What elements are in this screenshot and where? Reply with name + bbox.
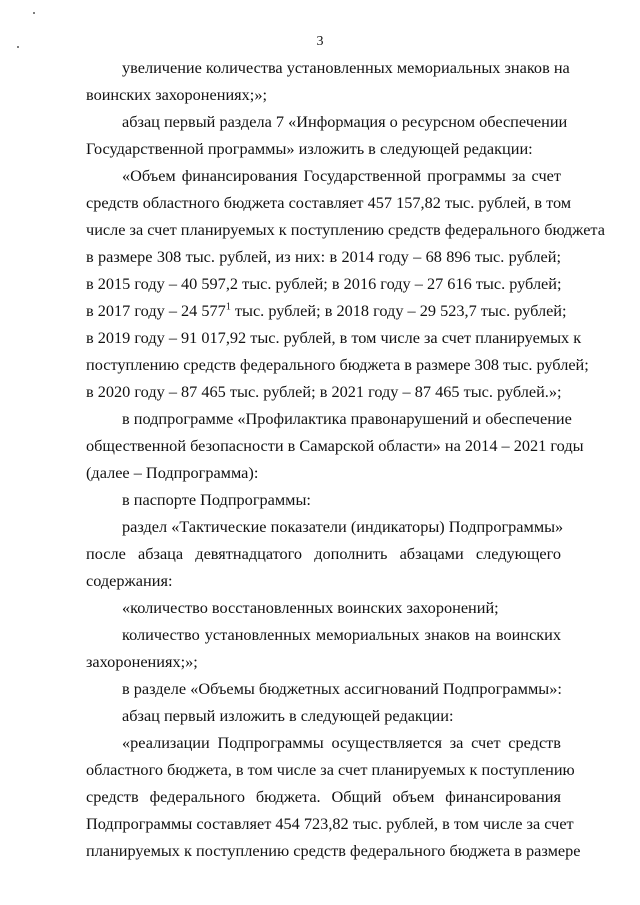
text-line: «реализации Подпрограммы осуществляется за счет средств [122,733,561,752]
text-line: воинских захоронениях;»; [86,85,267,104]
text-line: в разделе «Объемы бюджетных ассигнований Подпрограммы»: [122,679,562,698]
text-line: увеличение количества установленных мемориальных знаков на [122,58,570,77]
text-line: в 2019 году – 91 017,92 тыс. рублей, в том числе за счет планируемых к [86,328,582,347]
text-line: средств федерального бюджета. Общий объем финансирования [86,787,561,806]
text-line: числе за счет планируемых к поступлению средств федерального бюджета [86,220,605,239]
text-line: «количество восстановленных воинских захоронений; [122,598,499,617]
text-fragment: в 2017 году – 24 577 [86,301,226,320]
text-line: средств областного бюджета составляет 457 157,82 тыс. рублей, в том [86,193,572,212]
page-number: 3 [316,34,324,49]
text-line: количество установленных мемориальных знаков на воинских [122,625,561,644]
footnote-marker: 1 [225,301,231,313]
text-line: содержания: [86,571,173,590]
text-line: в 2015 году – 40 597,2 тыс. рублей; в 2016 году – 27 616 тыс. рублей; [86,274,562,293]
text-line: Государственной программы» изложить в следующей редакции: [86,139,533,158]
text-line: планируемых к поступлению средств федерального бюджета в размере [86,841,581,860]
text-line: общественной безопасности в Самарской области» на 2014 – 2021 годы [86,436,584,455]
text-line: областного бюджета, в том числе за счет планируемых к поступлению [86,760,575,779]
text-line: раздел «Тактические показатели (индикаторы) Подпрограммы» [122,517,564,536]
text-fragment: тыс. рублей; в 2018 году – 29 523,7 тыс. рублей; [230,301,567,320]
text-line: абзац первый раздела 7 «Информация о ресурсном обеспечении [122,112,568,131]
text-line: в подпрограмме «Профилактика правонарушений и обеспечение [122,409,572,428]
scan-speck [33,12,35,14]
text-line: захоронениях;»; [86,652,198,671]
text-line: поступлению средств федерального бюджета в размере 308 тыс. рублей; [86,355,589,374]
text-line: в размере 308 тыс. рублей, из них: в 2014 году – 68 896 тыс. рублей; [86,247,561,266]
text-line: Подпрограммы составляет 454 723,82 тыс. рублей, в том числе за счет [86,814,574,833]
text-line [86,301,567,321]
text-line: «Объем финансирования Государственной программы за счет [122,166,561,185]
text-line: в паспорте Подпрограммы: [122,490,311,509]
text-line: в 2020 году – 87 465 тыс. рублей; в 2021 году – 87 465 тыс. рублей.»; [86,382,562,401]
text-line: после абзаца девятнадцатого дополнить абзацами следующего [86,544,561,563]
text-line: абзац первый изложить в следующей редакции: [122,706,454,725]
text-line: (далее – Подпрограмма): [86,463,259,482]
